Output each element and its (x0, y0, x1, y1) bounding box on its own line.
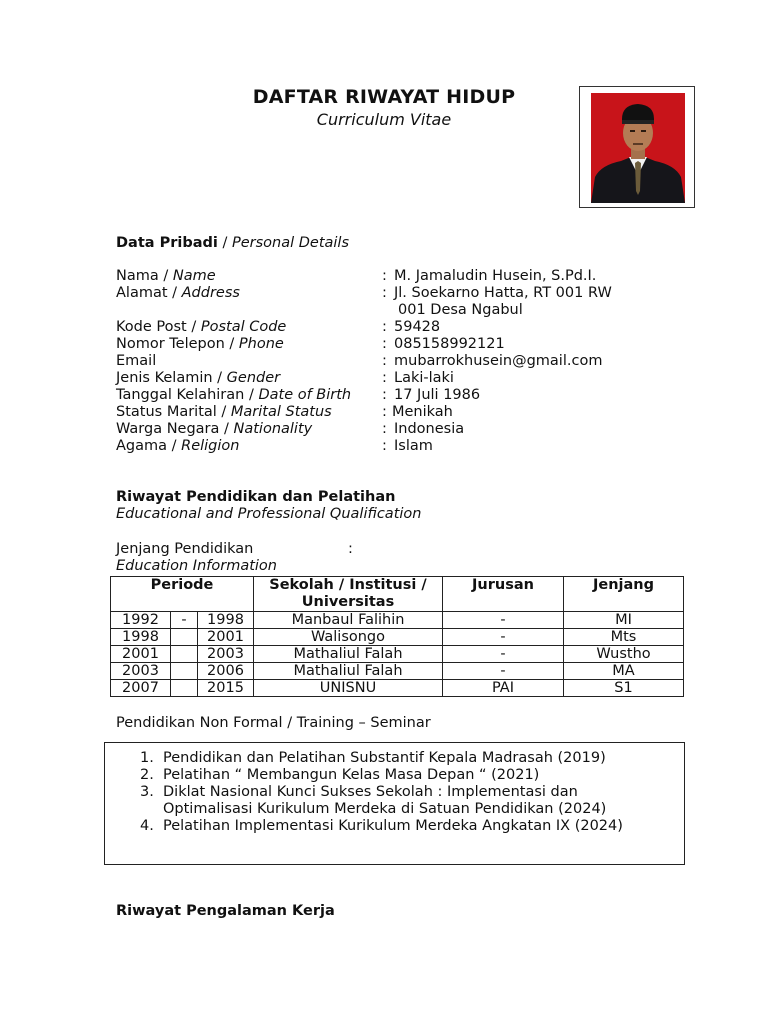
cell-level: Wustho (564, 646, 684, 663)
cell-level: MA (564, 663, 684, 680)
education-level-colon: : (348, 541, 353, 557)
personal-heading-id: Data Pribadi (116, 235, 218, 251)
training-list (137, 750, 657, 835)
field-value: Laki-laki (394, 370, 454, 386)
list-item (137, 818, 657, 835)
field-label: Alamat / Address (116, 285, 240, 301)
field-label: Nama / Name (116, 268, 216, 284)
field-label: Email (116, 353, 157, 369)
list-item (137, 784, 657, 818)
cell-start-year: 2003 (111, 663, 171, 680)
field-colon: : (382, 404, 387, 420)
list-item-text: Pendidikan dan Pelatihan Substantif Kepala Madrasah (2019) (163, 750, 606, 766)
column-header-level: Jenjang (564, 577, 684, 612)
cell-start-year: 1992 (111, 612, 171, 629)
personal-heading-en: Personal Details (231, 235, 350, 251)
cell-major: - (443, 646, 564, 663)
list-item-text: Pelatihan “ Membangun Kelas Masa Depan “ (2021) (163, 767, 540, 783)
table-row (111, 612, 684, 629)
cell-level: MI (564, 612, 684, 629)
education-table (110, 576, 684, 697)
field-colon: : (382, 387, 387, 403)
field-value: M. Jamaludin Husein, S.Pd.I. (394, 268, 597, 284)
cell-dash (171, 663, 198, 680)
list-number: 3. (140, 784, 154, 800)
profile-photo-frame (579, 86, 695, 208)
field-value: 17 Juli 1986 (394, 387, 481, 403)
profile-photo (591, 93, 685, 203)
field-label: Kode Post / Postal Code (116, 319, 287, 335)
education-level-label: Jenjang Pendidikan (116, 541, 254, 557)
field-colon: : (382, 319, 387, 335)
document-title: DAFTAR RIWAYAT HIDUP (252, 86, 516, 108)
cell-school: Mathaliul Falah (254, 646, 443, 663)
list-item-text: Pelatihan Implementasi Kurikulum Merdeka Angkatan IX (2024) (163, 818, 623, 834)
training-list-box (104, 742, 685, 865)
field-label: Status Marital / Marital Status (116, 404, 332, 420)
cell-end-year: 1998 (198, 612, 254, 629)
cell-school: Mathaliul Falah (254, 663, 443, 680)
field-value-continued: 001 Desa Ngabul (398, 302, 523, 318)
list-item (137, 750, 657, 767)
cell-major: - (443, 629, 564, 646)
field-label: Agama / Religion (116, 438, 240, 454)
cell-major: - (443, 663, 564, 680)
field-colon: : (382, 370, 387, 386)
list-number: 2. (140, 767, 154, 783)
personal-details-heading (116, 235, 349, 251)
field-colon: : (382, 353, 387, 369)
field-value: mubarrokhusein@gmail.com (394, 353, 603, 369)
cell-dash (171, 680, 198, 697)
table-row (111, 663, 684, 680)
list-number: 1. (140, 750, 154, 766)
table-header-row (111, 577, 684, 612)
field-value: 085158992121 (394, 336, 505, 352)
cell-end-year: 2001 (198, 629, 254, 646)
cell-dash: - (171, 612, 198, 629)
field-colon: : (382, 421, 387, 437)
field-label: Jenis Kelamin / Gender (116, 370, 281, 386)
field-colon: : (382, 336, 387, 352)
field-colon: : (382, 285, 387, 301)
list-item (137, 767, 657, 784)
cell-school: UNISNU (254, 680, 443, 697)
cell-start-year: 1998 (111, 629, 171, 646)
column-header-period: Periode (111, 577, 254, 612)
work-experience-heading: Riwayat Pengalaman Kerja (116, 903, 335, 919)
cell-school: Manbaul Falihin (254, 612, 443, 629)
cell-school: Walisongo (254, 629, 443, 646)
field-colon: : (382, 268, 387, 284)
person-portrait-image (591, 93, 685, 203)
list-number: 4. (140, 818, 154, 834)
education-heading-en: Educational and Professional Qualification (116, 506, 422, 522)
cell-major: PAI (443, 680, 564, 697)
field-value: Indonesia (394, 421, 465, 437)
column-header-major: Jurusan (443, 577, 564, 612)
education-info-label: Education Information (116, 558, 277, 574)
cell-start-year: 2007 (111, 680, 171, 697)
cell-dash (171, 646, 198, 663)
field-value: Islam (394, 438, 433, 454)
cell-start-year: 2001 (111, 646, 171, 663)
cell-end-year: 2003 (198, 646, 254, 663)
column-header-school: Sekolah / Institusi / Universitas (254, 577, 443, 612)
education-heading: Riwayat Pendidikan dan Pelatihan (116, 489, 396, 505)
cell-end-year: 2015 (198, 680, 254, 697)
table-row (111, 680, 684, 697)
field-value: Jl. Soekarno Hatta, RT 001 RW (394, 285, 612, 301)
field-value: Menikah (392, 404, 453, 420)
cell-major: - (443, 612, 564, 629)
field-colon: : (382, 438, 387, 454)
cell-level: Mts (564, 629, 684, 646)
field-label: Tanggal Kelahiran / Date of Birth (116, 387, 352, 403)
field-label: Warga Negara / Nationality (116, 421, 313, 437)
table-row (111, 646, 684, 663)
cell-level: S1 (564, 680, 684, 697)
table-row (111, 629, 684, 646)
list-item-text: Diklat Nasional Kunci Sukses Sekolah : Implementasi dan Optimalisasi Kurikulum Merdeka di Satuan Pendidikan (2024) (163, 784, 607, 817)
cell-dash (171, 629, 198, 646)
heading-separator: / (217, 235, 232, 251)
document-subtitle: Curriculum Vitae (316, 110, 452, 129)
field-value: 59428 (394, 319, 441, 335)
training-heading: Pendidikan Non Formal / Training – Seminar (116, 715, 431, 731)
field-label: Nomor Telepon / Phone (116, 336, 284, 352)
cell-end-year: 2006 (198, 663, 254, 680)
